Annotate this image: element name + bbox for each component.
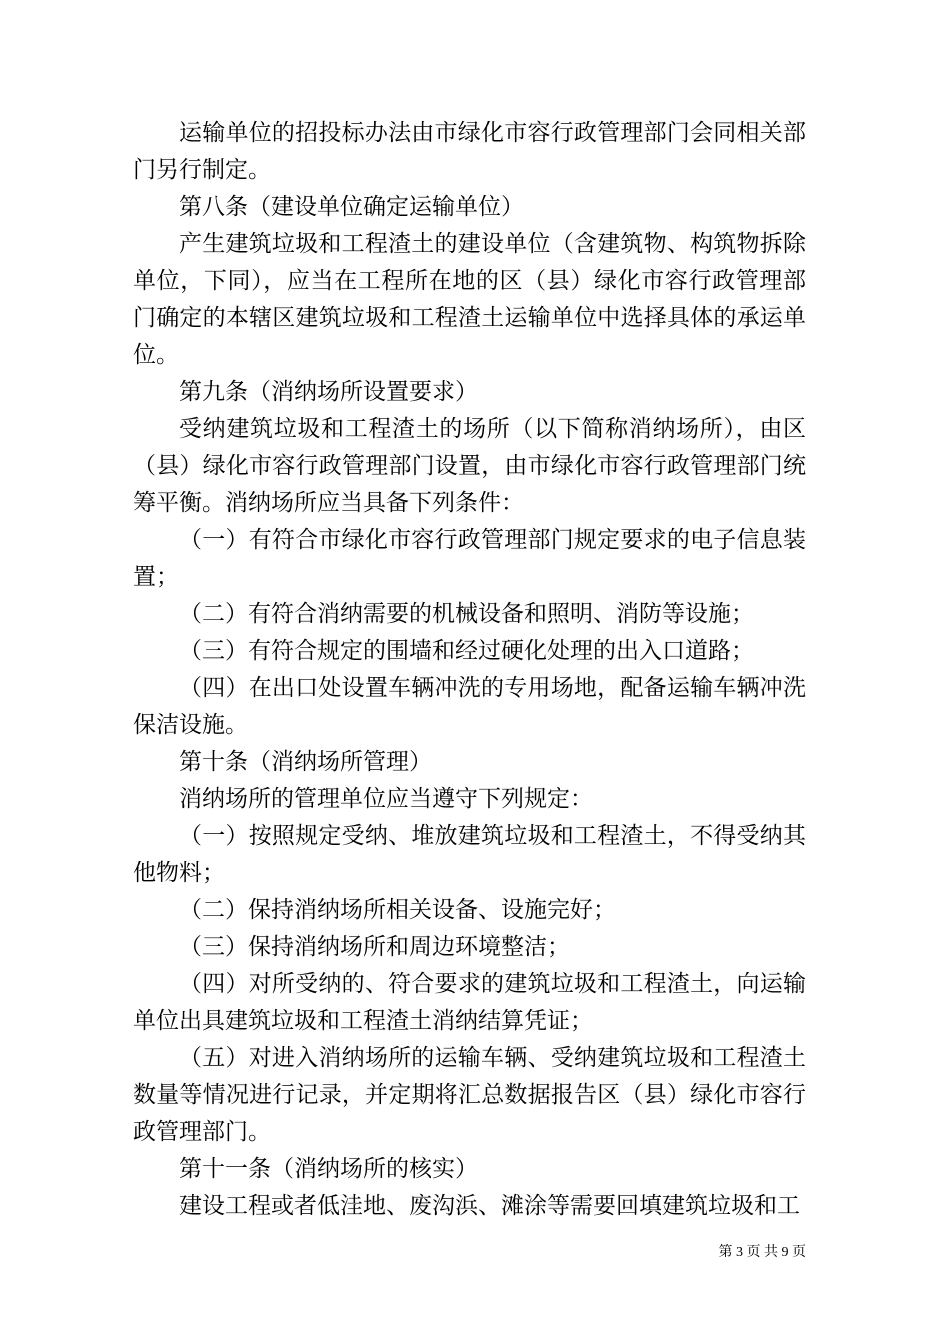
paragraph: 第十一条（消纳场所的核实） <box>179 1156 478 1181</box>
paragraph: 产生建筑垃圾和工程渣土的建设单位（含建筑物、构筑物拆除单位，下同），应当在工程所在地的区（县）绿化市容行政管理部门确定的本辖区建筑垃圾和工程渣土运输单位中选择具体的承运单位。 <box>133 231 806 367</box>
paragraph: 建设工程或者低洼地、废沟浜、滩涂等需要回填建筑垃圾和工 <box>179 1193 800 1218</box>
paragraph: （五）对进入消纳场所的运输车辆、受纳建筑垃圾和工程渣土数量等情况进行记录，并定期将汇总数据报告区（县）绿化市容行政管理部门。 <box>133 1045 806 1144</box>
paragraph: 第八条（建设单位确定运输单位） <box>179 194 524 219</box>
paragraph: （一）有符合市绿化市容行政管理部门规定要求的电子信息装置； <box>133 527 806 589</box>
paragraph: 受纳建筑垃圾和工程渣土的场所（以下简称消纳场所），由区（县）绿化市容行政管理部门设置，由市绿化市容行政管理部门统筹平衡。消纳场所应当具备下列条件： <box>133 416 806 515</box>
paragraph: 消纳场所的管理单位应当遵守下列规定： <box>179 786 593 811</box>
paragraph: （三）有符合规定的围墙和经过硬化处理的出入口道路； <box>179 638 754 663</box>
paragraph: （三）保持消纳场所和周边环境整洁； <box>179 934 570 959</box>
paragraph: 第九条（消纳场所设置要求） <box>179 379 478 404</box>
paragraph: （一）按照规定受纳、堆放建筑垃圾和工程渣土，不得受纳其他物料； <box>133 823 806 885</box>
paragraph: （二）保持消纳场所相关设备、设施完好； <box>179 897 616 922</box>
page-number: 第 3 页 共 9 页 <box>718 1245 806 1260</box>
paragraph: 运输单位的招投标办法由市绿化市容行政管理部门会同相关部门另行制定。 <box>133 120 806 182</box>
paragraph: 第十条（消纳场所管理） <box>179 749 432 774</box>
paragraph: （四）对所受纳的、符合要求的建筑垃圾和工程渣土，向运输单位出具建筑垃圾和工程渣土消纳结算凭证； <box>133 971 806 1033</box>
page-footer <box>133 1243 806 1263</box>
document-body <box>133 114 806 1224</box>
paragraph: （二）有符合消纳需要的机械设备和照明、消防等设施； <box>179 601 754 626</box>
paragraph: （四）在出口处设置车辆冲洗的专用场地，配备运输车辆冲洗保洁设施。 <box>133 675 806 737</box>
